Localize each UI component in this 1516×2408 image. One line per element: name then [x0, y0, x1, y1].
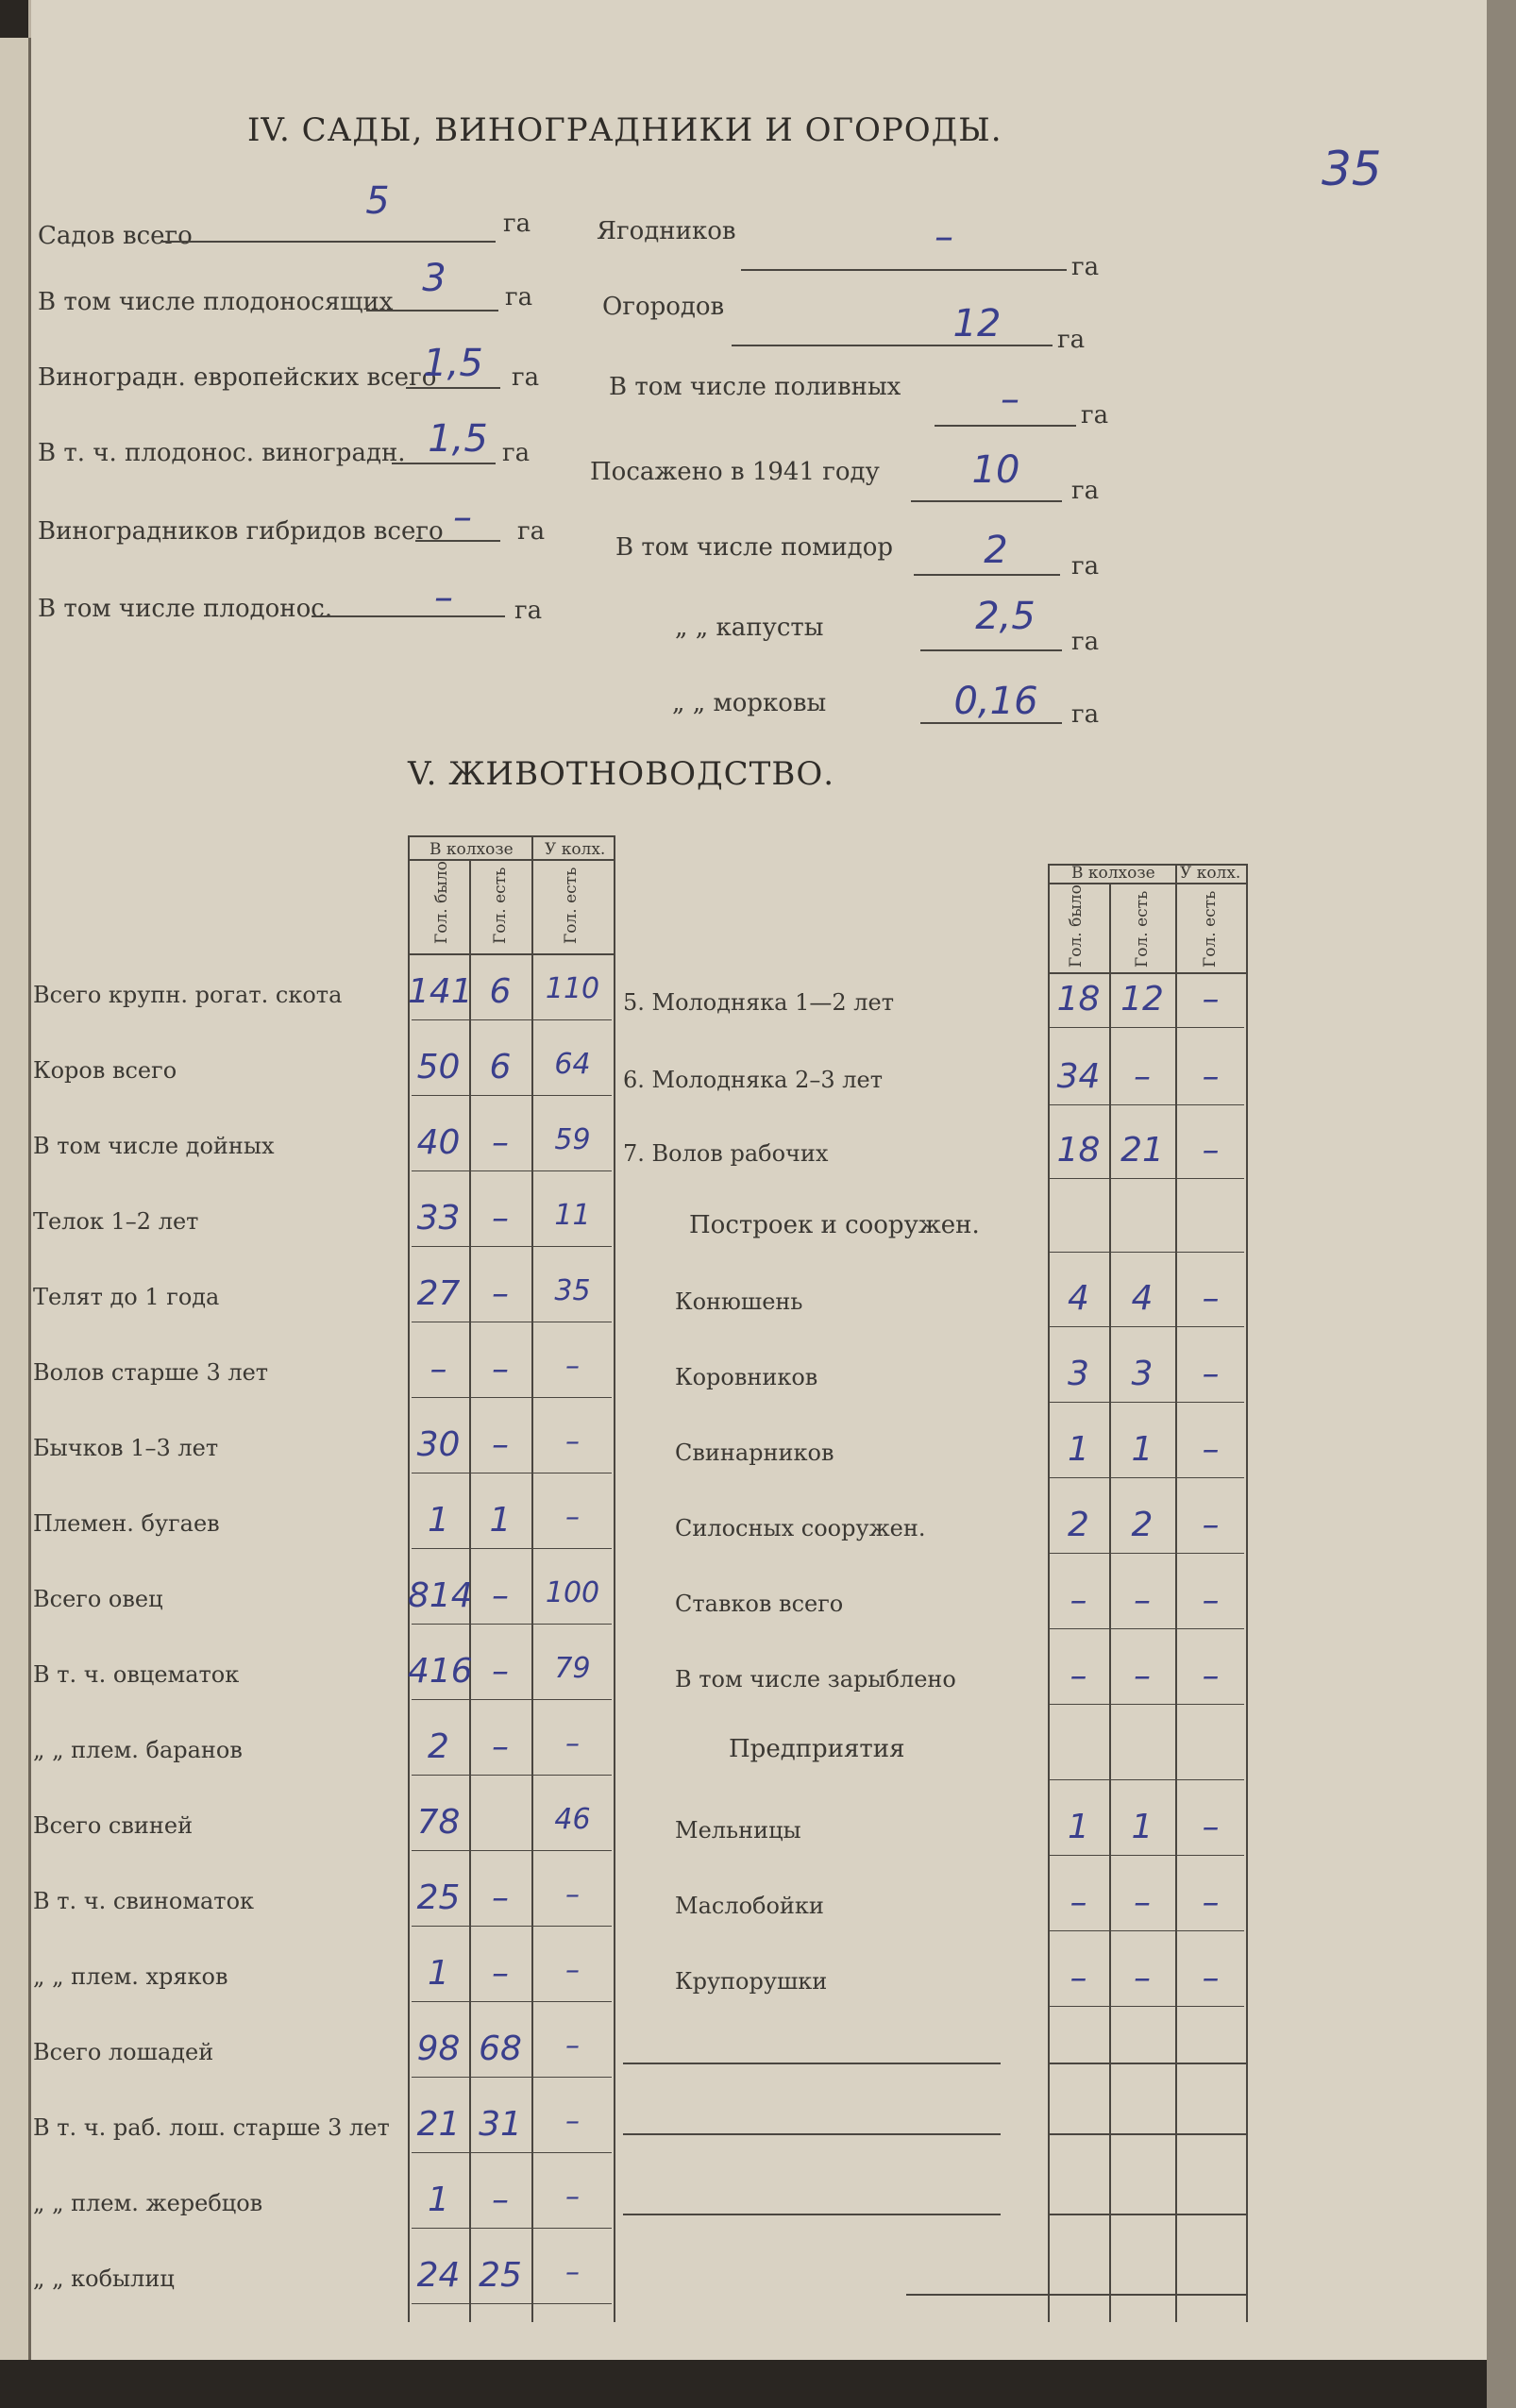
label-hybrid-fruit-bearing: В том числе плодонос. — [38, 595, 333, 623]
row-rule — [1050, 1402, 1244, 1403]
value-heads-were: 141 — [408, 972, 473, 1011]
value-vineyards-european: 1,5 — [423, 342, 483, 385]
header-heads-are-members: Гол. есть — [1201, 890, 1220, 968]
livestock-row-label: Всего овец — [33, 1586, 163, 1612]
value-members-heads: – — [565, 1501, 580, 1534]
row-rule — [412, 2077, 612, 2078]
header-at-members: У колх. — [545, 840, 606, 859]
value-heads-are: – — [492, 1123, 509, 1162]
value-heads-were: 33 — [416, 1199, 461, 1238]
buildings-row-label: 7. Волов рабочих — [623, 1140, 829, 1167]
row-rule — [412, 2303, 612, 2304]
row-rule — [412, 1019, 612, 1020]
header-heads-are: Гол. есть — [1133, 890, 1152, 968]
livestock-row-label: „ „ плем. жеребцов — [33, 2190, 263, 2216]
value-heads-are: – — [1134, 1959, 1151, 1997]
value-fruit-bearing-vineyards: 1,5 — [428, 417, 488, 461]
value-heads-were: – — [1070, 1959, 1087, 1997]
buildings-row-label: Маслобойки — [675, 1893, 824, 1919]
blank-line — [1048, 2133, 1246, 2135]
row-rule — [412, 1548, 612, 1549]
blank-line — [623, 2063, 1001, 2064]
value-heads-are: 68 — [479, 2029, 522, 2068]
value-heads-are: 31 — [479, 2105, 522, 2144]
value-members-heads: – — [1202, 980, 1220, 1019]
value-members-heads: – — [1202, 1808, 1220, 1846]
header-heads-are-members: Гол. есть — [562, 867, 581, 944]
value-members-heads: – — [1202, 1430, 1220, 1469]
value-heads-are: – — [492, 1576, 509, 1615]
value-heads-are: – — [492, 1954, 509, 1993]
value-members-heads: – — [1202, 1279, 1220, 1318]
buildings-row-label: Силосных сооружен. — [675, 1515, 926, 1541]
blank-line — [741, 269, 1067, 271]
subtitle-buildings: Построек и сооружен. — [689, 1211, 980, 1239]
value-heads-are: – — [1134, 1581, 1151, 1620]
blank-line — [160, 241, 496, 243]
row-rule — [1050, 1930, 1244, 1931]
value-tomatoes: 2 — [984, 529, 1008, 572]
row-rule — [1050, 1326, 1244, 1327]
row-rule — [1050, 1855, 1244, 1856]
previous-page-edge — [0, 38, 31, 2360]
livestock-row-label: В том числе дойных — [33, 1133, 275, 1159]
row-rule — [412, 1926, 612, 1927]
livestock-row-label: Телок 1–2 лет — [33, 1208, 199, 1235]
label-vegetable-gardens: Огородов — [602, 293, 725, 321]
label-carrots: „ „ морковы — [672, 689, 827, 717]
blank-line — [415, 540, 500, 542]
value-heads-are: – — [492, 2181, 509, 2219]
label-fruit-bearing-vineyards: В т. ч. плодонос. виноградн. — [38, 439, 406, 467]
page-number: 35 — [1322, 142, 1382, 196]
buildings-row-label: 6. Молодняка 2–3 лет — [623, 1067, 883, 1093]
value-heads-were: 1 — [1068, 1430, 1089, 1469]
row-rule — [1050, 1178, 1244, 1179]
value-heads-are: 6 — [489, 972, 512, 1011]
unit-ha: га — [1071, 477, 1100, 505]
value-heads-are: – — [492, 1878, 509, 1917]
value-heads-were: 814 — [408, 1576, 473, 1615]
value-heads-were: 78 — [416, 1803, 461, 1842]
livestock-row-label: „ „ кобылиц — [33, 2265, 175, 2292]
blank-line — [1048, 2214, 1246, 2215]
unit-ha: га — [503, 210, 531, 238]
label-gardens-total: Садов всего — [38, 222, 193, 250]
unit-ha: га — [512, 363, 540, 392]
value-members-heads: 64 — [554, 1048, 591, 1081]
blank-line — [366, 310, 498, 312]
livestock-row-label: Племен. бугаев — [33, 1510, 220, 1537]
value-members-heads: – — [1202, 1057, 1220, 1096]
row-rule — [1050, 1027, 1244, 1028]
livestock-row-label: „ „ плем. баранов — [33, 1737, 243, 1763]
value-gardens-total: 5 — [365, 179, 390, 223]
value-heads-are: 1 — [489, 1501, 512, 1540]
value-heads-are: 2 — [1131, 1506, 1154, 1544]
unit-ha: га — [1071, 253, 1100, 281]
row-rule — [412, 2152, 612, 2153]
value-heads-are: 21 — [1120, 1131, 1164, 1170]
row-rule — [412, 2001, 612, 2002]
value-cabbage: 2,5 — [975, 595, 1036, 638]
livestock-row-label: Телят до 1 года — [33, 1284, 220, 1310]
row-rule — [1050, 1252, 1244, 1253]
row-rule — [1050, 1704, 1244, 1705]
livestock-row-label: Всего свиней — [33, 1812, 194, 1839]
unit-ha: га — [517, 517, 546, 546]
livestock-row-label: Всего крупн. рогат. скота — [33, 982, 343, 1008]
label-irrigated: В том числе поливных — [609, 373, 901, 401]
row-rule — [412, 1699, 612, 1700]
row-rule — [1050, 1628, 1244, 1629]
value-members-heads: 100 — [545, 1576, 600, 1609]
value-members-heads: – — [1202, 1131, 1220, 1170]
page-edge — [1487, 0, 1516, 2408]
unit-ha: га — [1071, 552, 1100, 581]
value-heads-are: – — [492, 1652, 509, 1691]
value-heads-were: 27 — [416, 1274, 461, 1313]
value-members-heads: – — [1202, 1355, 1220, 1393]
value-heads-were: 1 — [428, 1954, 449, 1993]
row-rule — [1050, 1553, 1244, 1554]
header-at-members: У колх. — [1180, 864, 1241, 883]
header-heads-were: Гол. было — [432, 861, 451, 944]
value-members-heads: – — [1202, 1657, 1220, 1695]
value-members-heads: – — [565, 1954, 580, 1987]
buildings-row-label: Крупорушки — [675, 1968, 828, 1995]
value-members-heads: – — [565, 2029, 580, 2063]
value-heads-were: 1 — [1068, 1808, 1089, 1846]
value-fruit-bearing: 3 — [422, 257, 446, 300]
unit-ha: га — [1071, 628, 1100, 656]
buildings-row-label: Мельницы — [675, 1817, 801, 1844]
value-members-heads: – — [565, 1350, 580, 1383]
value-heads-were: – — [1070, 1883, 1087, 1922]
value-members-heads: 35 — [554, 1274, 591, 1307]
row-rule — [412, 1624, 612, 1625]
table-line — [408, 835, 614, 837]
table-line — [408, 953, 614, 955]
header-in-kolkhoz: В колхозе — [1071, 864, 1155, 883]
value-members-heads: – — [565, 2181, 580, 2214]
value-heads-were: 1 — [428, 2181, 449, 2219]
livestock-row-label: „ „ плем. хряков — [33, 1963, 228, 1990]
value-heads-are: – — [492, 1274, 509, 1313]
value-heads-are: 12 — [1120, 980, 1164, 1019]
header-heads-were: Гол. было — [1067, 884, 1086, 968]
blank-line — [623, 2133, 1001, 2135]
value-heads-are: 6 — [489, 1048, 512, 1086]
row-rule — [412, 2228, 612, 2229]
table-line — [1048, 972, 1246, 974]
row-rule — [412, 1095, 612, 1096]
value-members-heads: – — [1202, 1883, 1220, 1922]
value-heads-were: 2 — [1068, 1506, 1089, 1544]
livestock-row-label: Волов старше 3 лет — [33, 1359, 269, 1386]
row-rule — [412, 1170, 612, 1171]
value-members-heads: – — [1202, 1506, 1220, 1544]
value-members-heads: – — [565, 1425, 580, 1458]
header-heads-are: Гол. есть — [491, 867, 510, 944]
label-berry-fields: Ягодников — [597, 217, 736, 245]
livestock-row-label: В т. ч. овцематок — [33, 1661, 240, 1688]
value-heads-were: 3 — [1068, 1355, 1089, 1393]
value-heads-were: 50 — [416, 1048, 461, 1086]
row-rule — [412, 1850, 612, 1851]
buildings-row-label: Свинарников — [675, 1440, 834, 1466]
row-rule — [1050, 1104, 1244, 1105]
table-line — [614, 835, 615, 2322]
value-members-heads: 46 — [554, 1803, 591, 1836]
value-irrigated: – — [1001, 378, 1019, 421]
value-heads-are: 25 — [479, 2256, 522, 2295]
label-hybrid-vineyards: Виноградников гибридов всего — [38, 517, 444, 546]
value-heads-are: – — [1134, 1883, 1151, 1922]
label-fruit-bearing: В том числе плодоносящих — [38, 288, 394, 316]
value-heads-were: 34 — [1056, 1057, 1101, 1096]
label-cabbage: „ „ капусты — [675, 614, 824, 642]
livestock-row-label: Бычков 1–3 лет — [33, 1435, 219, 1461]
label-planted-1941: Посажено в 1941 году — [590, 458, 880, 486]
buildings-row-label: Конюшень — [675, 1288, 803, 1315]
value-members-heads: 11 — [554, 1199, 591, 1232]
blank-line — [392, 463, 496, 464]
row-rule — [1050, 1477, 1244, 1478]
subtitle-enterprises: Предприятия — [729, 1735, 905, 1763]
value-hybrid-fruit-bearing: – — [434, 576, 453, 619]
buildings-row-label: Коровников — [675, 1364, 818, 1390]
blank-line — [1048, 2063, 1246, 2064]
livestock-row-label: Коров всего — [33, 1057, 177, 1084]
value-heads-were: 24 — [416, 2256, 461, 2295]
value-heads-are: 1 — [1131, 1808, 1154, 1846]
value-heads-were: – — [430, 1350, 447, 1389]
value-heads-are: – — [1134, 1657, 1151, 1695]
unit-ha: га — [1057, 326, 1086, 354]
value-members-heads: – — [565, 1727, 580, 1760]
row-rule — [412, 1246, 612, 1247]
value-heads-were: 21 — [416, 2105, 461, 2144]
label-vineyards-european: Виноградн. европейских всего — [38, 363, 437, 392]
row-rule — [412, 1397, 612, 1398]
unit-ha: га — [1071, 700, 1100, 729]
value-heads-are: – — [1134, 1057, 1151, 1096]
paper-sheet — [28, 0, 1490, 2360]
value-members-heads: 79 — [554, 1652, 591, 1685]
value-heads-are: – — [492, 1350, 509, 1389]
blank-line — [935, 425, 1076, 427]
row-rule — [1050, 1779, 1244, 1780]
value-members-heads: – — [565, 2105, 580, 2138]
value-heads-were: 2 — [428, 1727, 449, 1766]
value-heads-are: 3 — [1131, 1355, 1154, 1393]
header-in-kolkhoz: В колхозе — [430, 840, 514, 859]
value-heads-were: 98 — [416, 2029, 461, 2068]
value-heads-are: – — [492, 1199, 509, 1238]
value-vegetable-gardens: 12 — [952, 302, 1002, 345]
value-heads-are: 1 — [1131, 1430, 1154, 1469]
blank-line — [914, 574, 1060, 576]
value-heads-were: 40 — [416, 1123, 461, 1162]
value-members-heads: 110 — [545, 972, 600, 1005]
value-heads-were: 25 — [416, 1878, 461, 1917]
value-heads-were: 18 — [1056, 1131, 1101, 1170]
buildings-row-label: В том числе зарыблено — [675, 1666, 956, 1692]
value-members-heads: – — [565, 2256, 580, 2289]
livestock-row-label: В т. ч. раб. лош. старше 3 лет — [33, 2114, 390, 2141]
livestock-row-label: В т. ч. свиноматок — [33, 1888, 255, 1914]
section-v-title: V. ЖИВОТНОВОДСТВО. — [408, 755, 834, 793]
value-heads-are: 4 — [1131, 1279, 1154, 1318]
value-members-heads: 59 — [554, 1123, 591, 1156]
value-heads-were: 4 — [1068, 1279, 1089, 1318]
table-line — [1246, 864, 1248, 2322]
value-heads-were: 1 — [428, 1501, 449, 1540]
label-tomatoes: В том числе помидор — [615, 533, 893, 562]
buildings-row-label: Ставков всего — [675, 1591, 844, 1617]
value-heads-were: – — [1070, 1657, 1087, 1695]
value-members-heads: – — [1202, 1581, 1220, 1620]
unit-ha: га — [502, 439, 531, 467]
row-rule — [412, 1775, 612, 1776]
unit-ha: га — [1081, 401, 1109, 429]
value-heads-were: 18 — [1056, 980, 1101, 1019]
value-heads-were: – — [1070, 1581, 1087, 1620]
livestock-row-label: Всего лошадей — [33, 2039, 214, 2065]
value-members-heads: – — [1202, 1959, 1220, 1997]
value-members-heads: – — [565, 1878, 580, 1911]
unit-ha: га — [514, 597, 543, 625]
blank-line — [406, 387, 500, 389]
value-heads-are: – — [492, 1425, 509, 1464]
value-hybrid-vineyards: – — [453, 496, 472, 539]
blank-line — [906, 2294, 1246, 2296]
value-berry-fields: – — [935, 215, 953, 259]
value-planted-1941: 10 — [971, 448, 1020, 492]
value-carrots: 0,16 — [953, 680, 1038, 723]
buildings-row-label: 5. Молодняка 1—2 лет — [623, 989, 894, 1016]
blank-line — [911, 500, 1062, 502]
blank-line — [623, 2214, 1001, 2215]
section-iv-title: IV. САДЫ, ВИНОГРАДНИКИ И ОГОРОДЫ. — [247, 111, 1002, 149]
blank-line — [920, 649, 1062, 651]
value-heads-were: 416 — [408, 1652, 473, 1691]
value-heads-are: – — [492, 1727, 509, 1766]
row-rule — [1050, 2006, 1244, 2007]
value-heads-were: 30 — [416, 1425, 461, 1464]
unit-ha: га — [505, 283, 533, 312]
